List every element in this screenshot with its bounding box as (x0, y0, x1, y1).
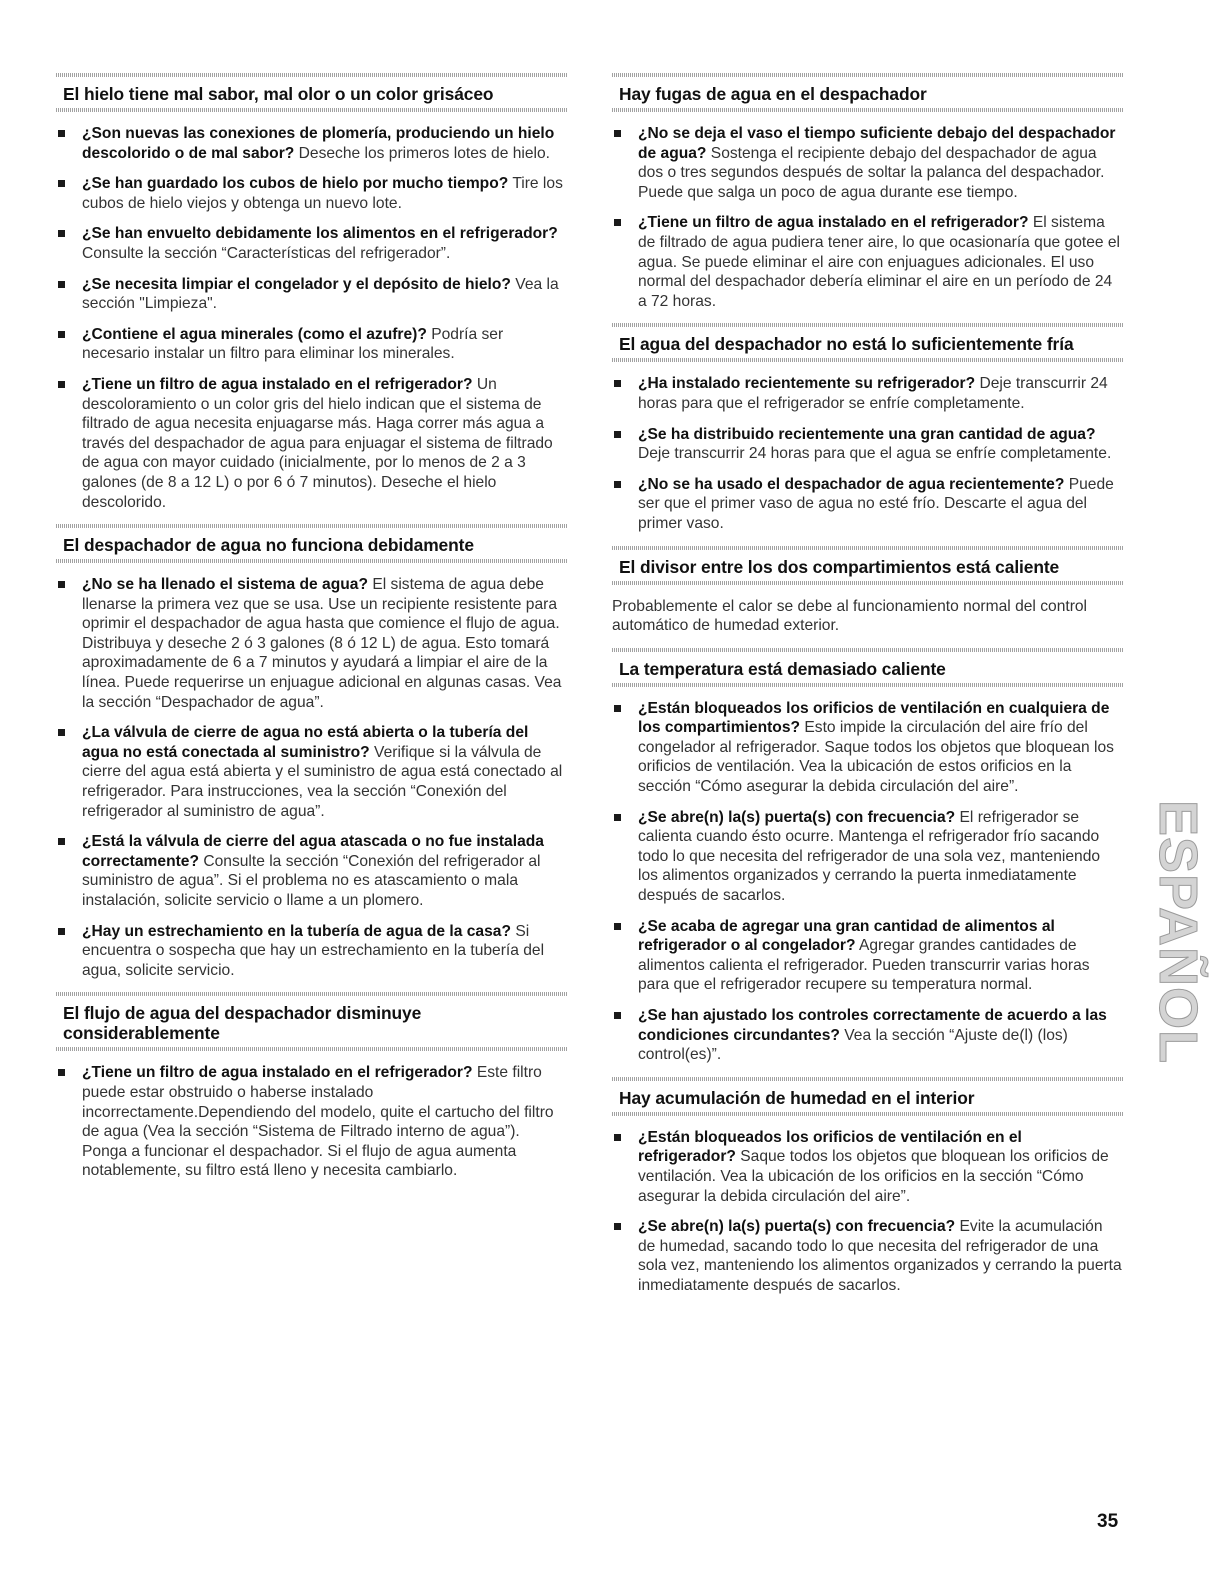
bullet-square-icon (614, 1134, 621, 1141)
section-heading: Hay fugas de agua en el despachador (619, 84, 927, 104)
section-top-rule (56, 992, 568, 996)
bullet-square-icon (614, 923, 621, 930)
answer-text: Vea la sección "Limpieza". (82, 275, 559, 313)
troubleshooting-section (56, 73, 568, 512)
bullet-square-icon (614, 219, 621, 226)
answer-text: Consulte la sección “Características del refrigerador”. (82, 244, 451, 262)
troubleshooting-section (612, 1077, 1124, 1296)
section-heading: El divisor entre los dos compartimientos está caliente (619, 556, 1060, 577)
answer-text: El sistema de filtrado de agua pudiera tener aire, lo que ocasionaría que gotee el agua. Se puede eliminar el aire con enjuagues adicionales. El uso normal del despachador debería eliminar el aire en un período de 24 a 72 horas. (638, 214, 1121, 310)
bullet-square-icon (614, 130, 621, 137)
question-text: ¿Se han guardado los cubos de hielo por mucho tiempo? (82, 175, 509, 193)
question-text: ¿Se necesita limpiar el congelador y el depósito de hielo? (82, 275, 511, 293)
answer-text: Este filtro puede estar obstruido o haberse instalado incorrectamente.Dependiendo del modelo, quite el cartucho del filtro de agua (Vea la sección “Sistema de Filtrado interno de agua”). Ponga a funcionar el despachador. Si el flujo de agua aumenta notablemente, su filtro está lleno y necesita cambiarlo. (82, 1064, 554, 1180)
bullet-square-icon (58, 381, 65, 388)
section-bottom-rule (612, 358, 1124, 362)
bullet-square-icon (58, 729, 65, 736)
answer-text: Podría ser necesario instalar un filtro para eliminar los minerales. (82, 325, 504, 363)
question-item (56, 275, 568, 314)
question-text: ¿Ha instalado recientemente su refrigerador? (638, 375, 976, 393)
question-item (56, 224, 568, 263)
troubleshooting-section (56, 992, 568, 1181)
answer-text: Vea la sección “Ajuste de(l) (los) control(es)”. (638, 1026, 1068, 1064)
question-item (612, 917, 1124, 995)
answer-text: Un descoloramiento o un color gris del hielo indican que el sistema de filtrado de agua necesita enjuagarse más. Haga correr más agua a través del despachador de agua para enjuagar el sistema de filtrado de agua con mayor cuidado (inicialmente, por lo menos de 2 a 3 galones (de 8 a 12 L) o por 6 ó 7 minutos). Deseche el hielo descolorido. (82, 375, 553, 511)
answer-text: Deje transcurrir 24 horas para que el refrigerador se enfríe completamente. (638, 375, 1108, 412)
section-bottom-rule (56, 559, 568, 563)
section-top-rule (56, 73, 568, 77)
question-text: ¿Se han envuelto debidamente los alimentos en el refrigerador? (82, 225, 558, 243)
question-list (56, 575, 568, 980)
question-text: ¿Hay un estrechamiento en la tubería de agua de la casa? (82, 922, 511, 940)
answer-text: Sostenga el recipiente debajo del despachador de agua dos o tres segundos después de soltar la palanca del despachador. Puede que salga un poco de agua durante ese tiempo. (638, 144, 1105, 201)
section-top-rule (612, 73, 1124, 77)
troubleshooting-section (612, 546, 1124, 636)
answer-text: Esto impide la circulación del aire frío del congelador al refrigerador. Saque todos los objetos que bloquean los orificios de ventilación. Vea la ubicación de estos orificios en la sección “Cómo asegurar la debida circulación del aire”. (638, 719, 1114, 796)
question-list (612, 699, 1124, 1065)
answer-text: El sistema de agua debe llenarse la primera vez que se usa. Use un recipiente resistente para oprimir el despachador de agua hasta que comience el flujo de agua. Distribuya y deseche 2 ó 3 galones (8 ó 12 L) de agua. Esto tomará aproximadamente de 6 a 7 minutos y ayudará a limpiar el aire de la línea. Puede requerirse un enjuague adicional en algunas casas. Vea la sección “Despachador de agua”. (82, 576, 562, 711)
question-text: ¿Contiene el agua minerales (como el azufre)? (82, 325, 427, 343)
question-item (56, 124, 568, 163)
answer-text: El refrigerador se calienta cuando ésto ocurre. Mantenga el refrigerador frío sacando todo lo que necesita del refrigerador de una sola vez, manteniendo los alimentos organizados y cerrando la puerta inmediatamente después de sacarlos. (638, 808, 1101, 905)
side-tab-label: ESPAÑOL (1148, 799, 1208, 1065)
question-text: ¿Se acaba de agregar una gran cantidad de alimentos al refrigerador o al congelador? (638, 917, 1055, 955)
section-bottom-rule (612, 581, 1124, 585)
question-text: ¿No se ha llenado el sistema de agua? (82, 576, 368, 594)
left-column (56, 73, 568, 1193)
section-heading: El flujo de agua del despachador disminuye considerablemente (63, 1003, 422, 1044)
bullet-square-icon (58, 230, 65, 237)
question-text: ¿Están bloqueados los orificios de ventilación en el refrigerador? (638, 1128, 1022, 1166)
question-item (56, 325, 568, 364)
section-heading: La temperatura está demasiado caliente (619, 658, 946, 679)
section-top-rule (612, 323, 1124, 327)
section-top-rule (612, 1077, 1124, 1081)
question-item (56, 174, 568, 213)
bullet-square-icon (614, 814, 621, 821)
section-bottom-rule (612, 1112, 1124, 1116)
question-item (56, 575, 568, 712)
question-text: ¿Se ha distribuido recientemente una gran cantidad de agua? (638, 425, 1096, 443)
bullet-square-icon (58, 130, 65, 137)
question-item (612, 1217, 1124, 1295)
question-item (612, 425, 1124, 464)
troubleshooting-section (612, 73, 1124, 311)
question-list (612, 374, 1124, 533)
section-bottom-rule (612, 108, 1124, 112)
bullet-square-icon (58, 581, 65, 588)
bullet-square-icon (58, 838, 65, 845)
question-item (56, 723, 568, 821)
question-item (612, 808, 1124, 906)
question-text: ¿Tiene un filtro de agua instalado en el refrigerador? (82, 375, 473, 393)
answer-text: Si encuentra o sospecha que hay un estrechamiento en la tubería del agua, solicite servicio. (82, 922, 545, 979)
answer-text: Saque todos los objetos que bloquean los orificios de ventilación. Vea la ubicación de los orificios en la sección “Cómo asegurar la debida circulación del aire”. (638, 1148, 1109, 1205)
question-text: ¿Se abre(n) la(s) puerta(s) con frecuencia? (638, 808, 956, 826)
bullet-square-icon (614, 481, 621, 488)
section-bottom-rule (56, 1047, 568, 1051)
section-top-rule (612, 546, 1124, 550)
bullet-square-icon (614, 1223, 621, 1230)
question-text: ¿Están bloqueados los orificios de ventilación en cualquiera de los compartimientos? (638, 699, 1110, 737)
answer-text: Verifique si la válvula de cierre del agua está abierta y el suministro de agua está conectado al refrigerador. Para instrucciones, vea la sección “Conexión del refrigerador al suministro de agua”. (82, 743, 563, 820)
section-heading: Hay acumulación de humedad en el interior (619, 1087, 975, 1108)
question-text: ¿Se abre(n) la(s) puerta(s) con frecuencia? (638, 1218, 956, 1236)
question-list (612, 1128, 1124, 1296)
bullet-square-icon (614, 431, 621, 438)
question-text: ¿Está la válvula de cierre del agua atascada o no fue instalada correctamente? (82, 833, 544, 870)
question-text: ¿La válvula de cierre de agua no está abierta o la tubería del agua no está conectada al suministro? (82, 724, 529, 761)
bullet-square-icon (58, 281, 65, 288)
bullet-square-icon (614, 380, 621, 387)
page-number: 35 (1097, 1511, 1119, 1532)
troubleshooting-section (612, 648, 1124, 1065)
question-text: ¿Son nuevas las conexiones de plomería, produciendo un hielo descolorido o de mal sabor? (82, 125, 555, 162)
question-item (56, 1063, 568, 1181)
right-column (612, 73, 1124, 1308)
answer-text: Consulte la sección “Conexión del refrigerador al suministro de agua”. Si el problema no es atascamiento o mala instalación, solicite servicio o llame a un plomero. (82, 852, 541, 909)
answer-text: Deseche los primeros lotes de hielo. (298, 144, 550, 162)
bullet-square-icon (58, 331, 65, 338)
question-item (56, 832, 568, 910)
language-side-tab (1148, 799, 1208, 1065)
bullet-square-icon (58, 180, 65, 187)
question-item (612, 374, 1124, 413)
question-item (612, 699, 1124, 797)
answer-text: Evite la acumulación de humedad, sacando todo lo que necesita del refrigerador de una sola vez, manteniendo los alimentos organizados y cerrando la puerta inmediatamente después de sacarlos. (638, 1218, 1122, 1294)
answer-text: Deje transcurrir 24 horas para que el agua se enfríe completamente. (638, 445, 1112, 463)
section-top-rule (612, 648, 1124, 652)
bullet-square-icon (58, 1069, 65, 1076)
bullet-square-icon (614, 705, 621, 712)
answer-text: Agregar grandes cantidades de alimentos calienta el refrigerador. Pueden transcurrir varias horas para que el refrigerador recupere su temperatura normal. (638, 937, 1090, 994)
section-text: Probablemente el calor se debe al funcionamiento normal del control automático de humedad exterior. (612, 597, 1088, 635)
section-bottom-rule (56, 108, 568, 112)
bullet-square-icon (614, 1012, 621, 1019)
question-item (612, 213, 1124, 311)
question-item (612, 475, 1124, 534)
section-heading: El despachador de agua no funciona debidamente (63, 535, 474, 556)
question-item (612, 1006, 1124, 1065)
question-item (56, 375, 568, 512)
question-text: ¿No se ha usado el despachador de agua recientemente? (638, 475, 1065, 493)
troubleshooting-section (612, 323, 1124, 533)
question-text: ¿Se han ajustado los controles correctamente de acuerdo a las condiciones circundantes? (638, 1007, 1107, 1044)
question-item (612, 1128, 1124, 1206)
question-list (56, 124, 568, 512)
troubleshooting-section (56, 524, 568, 980)
question-text: ¿No se deja el vaso el tiempo suficiente debajo del despachador de agua? (638, 125, 1116, 162)
answer-text: Puede ser que el primer vaso de agua no esté frío. Descarte el agua del primer vaso. (638, 475, 1114, 532)
question-text: ¿Tiene un filtro de agua instalado en el refrigerador? (82, 1064, 473, 1082)
question-list (56, 1063, 568, 1181)
answer-text: Tire los cubos de hielo viejos y obtenga un nuevo lote. (82, 175, 563, 212)
section-top-rule (56, 524, 568, 528)
section-heading: El hielo tiene mal sabor, mal olor o un color grisáceo (63, 84, 494, 104)
bullet-square-icon (58, 928, 65, 935)
question-item (56, 922, 568, 981)
question-item (612, 124, 1124, 202)
question-text: ¿Tiene un filtro de agua instalado en el refrigerador? (638, 214, 1029, 232)
section-bottom-rule (612, 683, 1124, 687)
question-list (612, 124, 1124, 311)
section-heading: El agua del despachador no está lo suficientemente fría (619, 334, 1074, 355)
